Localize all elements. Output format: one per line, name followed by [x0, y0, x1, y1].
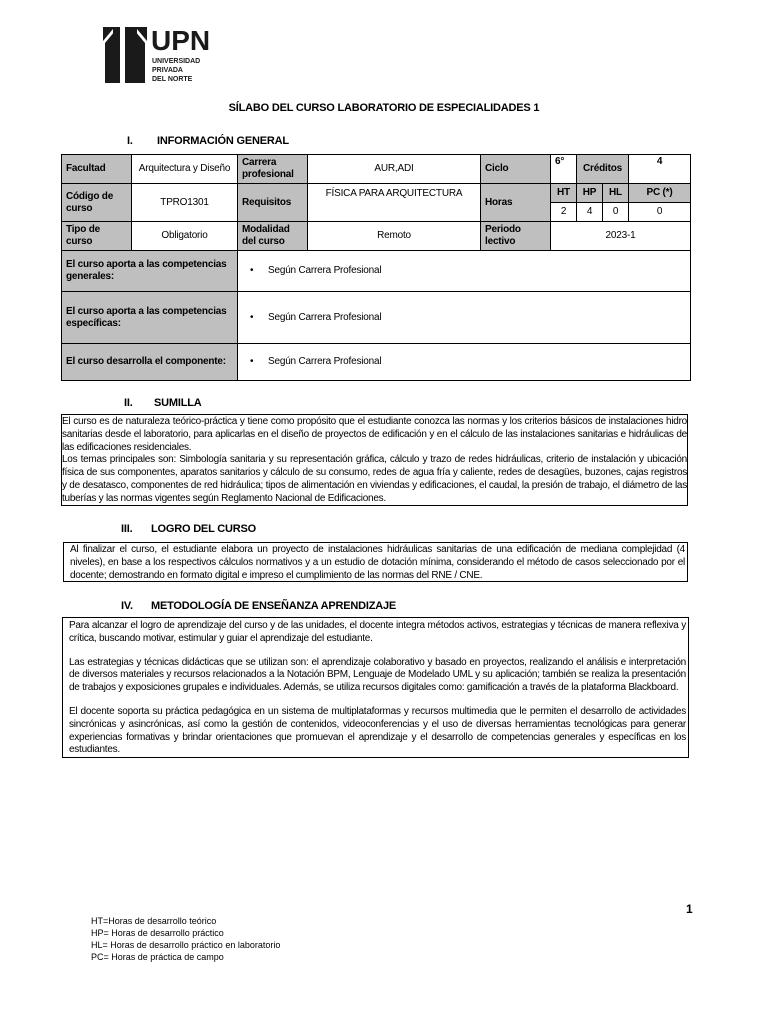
requisitos-value: FÍSICA PARA ARQUITECTURA	[308, 184, 481, 222]
tipo-value: Obligatorio	[132, 222, 238, 251]
horas-label: Horas	[481, 184, 551, 222]
section-number: III.	[121, 523, 133, 535]
legend-hl: HL= Horas de desarrollo práctico en laboratorio	[91, 940, 281, 950]
hp-label: HP	[577, 184, 603, 203]
logro-box	[63, 542, 688, 582]
section-number: IV.	[121, 600, 133, 612]
requisitos-label: Requisitos	[238, 184, 308, 222]
section-title: SUMILLA	[154, 397, 202, 409]
hl-value: 0	[603, 203, 629, 222]
section-title: METODOLOGÍA DE ENSEÑANZA APRENDIZAJE	[151, 600, 397, 612]
info-table	[61, 154, 691, 381]
ciclo-value: 6°	[551, 155, 577, 184]
modalidad-value: Remoto	[308, 222, 481, 251]
competencias-generales-value: • Según Carrera Profesional	[242, 265, 686, 277]
componente-value: • Según Carrera Profesional	[242, 356, 686, 368]
legend-ht: HT=Horas de desarrollo teórico	[91, 916, 217, 926]
upn-logo-mark-icon	[103, 27, 147, 83]
legend-pc: PC= Horas de práctica de campo	[91, 952, 224, 962]
logro-text: Al finalizar el curso, el estudiante elabora un proyecto de instalaciones hidráulicas sanitarias de una edificación de mediana complejidad (4 niveles), en base a los respectivos cálculos normativos y a un estudio de dotación mínima, considerando el método de casos seleccionado por el docente; demostrando en formato digital e impreso el cumplimiento de las normas del RNE / CNE.	[70, 544, 685, 581]
section-number: II.	[124, 397, 133, 409]
legend-hp: HP= Horas de desarrollo práctico	[91, 928, 224, 938]
carrera-value: AUR,ADI	[308, 155, 481, 184]
competencias-especificas-value: • Según Carrera Profesional	[242, 312, 686, 324]
logo-wordmark: UPN	[151, 25, 211, 56]
sumilla-paragraph-1: El curso es de naturaleza teórico-práctica y tiene como propósito que el estudiante conozca las normas y los criterios básicos de instalaciones hidro sanitarias desde el laboratorio, para aplicarlas en el diseño de proyectos de edificación y en el cálculo de las instalaciones sanitarias e hidráulicas de las edificaciones residenciales.	[62, 416, 687, 453]
document-title: SÍLABO DEL CURSO LABORATORIO DE ESPECIALIDADES 1	[228, 102, 540, 114]
hl-label: HL	[603, 184, 629, 203]
codigo-value: TPRO1301	[132, 184, 238, 222]
ht-label: HT	[551, 184, 577, 203]
logo-subtitle-2: PRIVADA	[152, 67, 183, 74]
ht-value: 2	[551, 203, 577, 222]
section-title: INFORMACIÓN GENERAL	[157, 135, 289, 147]
sumilla-paragraph-2: Los temas principales son: Simbología sanitaria y su representación gráfica, cálculo y trazo de redes hidráulicas, criterio de instalación y ubicación física de sus componentes, aparatos sanitarios y cálculo de su consumo, redes de agua fría y caliente, redes de desagües, buzones, cajas registros y de desatasco, componentes de red hidráulica; tipos de alimentación en viviendas y edificaciones, el caudal, la presión de trabajo, el diámetro de las tuberías y las normas vigentes según Reglamento Nacional de Edificaciones.	[62, 454, 687, 504]
upn-logo	[103, 27, 215, 85]
metodologia-box	[62, 617, 689, 758]
metodologia-paragraph-1: Para alcanzar el logro de aprendizaje del curso y de las unidades, el docente integra métodos activos, estrategias y técnicas de manera reflexiva y crítica, buscando motivar, estimular y guiar el aprendizaje del estudiante.	[69, 620, 686, 644]
carrera-label: Carrera profesional	[238, 155, 308, 184]
competencias-especificas-label: El curso aporta a las competencias específicas:	[62, 292, 238, 344]
creditos-value: 4	[629, 155, 691, 184]
facultad-value: Arquitectura y Diseño	[132, 155, 238, 184]
metodologia-paragraph-3: El docente soporta su práctica pedagógica en un sistema de multiplataformas y recursos multimedia que le permiten el desarrollo de actividades sincrónicas y asincrónicas, así como la gestión de contenidos, videoconferencias y el uso de diversas herramientas tecnológicas para generar experiencias formativas y brindar orientaciones que promuevan el aprendizaje y el desarrollo de competencias generales y específicas en los estudiantes.	[69, 705, 686, 756]
page-number: 1	[686, 902, 693, 916]
componente-label: El curso desarrolla el componente:	[62, 344, 238, 381]
periodo-label: Periodo lectivo	[481, 222, 551, 251]
section-title: LOGRO DEL CURSO	[151, 523, 256, 535]
facultad-label: Facultad	[62, 155, 132, 184]
metodologia-paragraph-2: Las estrategias y técnicas didácticas que se utilizan son: el aprendizaje colaborativo y basado en proyectos, realizando el análisis e interpretación de diversos materiales y recursos relacionados a la Notación BPM, Lenguaje de Modelado UML y su aplicación; también se realiza la presentación de trabajos y exposiciones grupales e individuales. Además, se utiliza recursos digitales como: gamificación a través de la plataforma Blackboard.	[69, 656, 686, 694]
competencias-generales-cell	[238, 251, 691, 292]
pc-value: 0	[629, 203, 691, 222]
componente-cell	[238, 344, 691, 381]
creditos-label: Créditos	[577, 155, 629, 184]
competencias-especificas-cell	[238, 292, 691, 344]
sumilla-box	[61, 414, 688, 506]
competencias-generales-label: El curso aporta a las competencias generales:	[62, 251, 238, 292]
logo-subtitle-1: UNIVERSIDAD	[152, 58, 201, 65]
tipo-label: Tipo de curso	[62, 222, 132, 251]
hp-value: 4	[577, 203, 603, 222]
codigo-label: Código de curso	[62, 184, 132, 222]
periodo-value: 2023-1	[551, 222, 691, 251]
ciclo-label: Ciclo	[481, 155, 551, 184]
logo-subtitle-3: DEL NORTE	[152, 76, 193, 83]
section-number: I.	[127, 135, 133, 147]
modalidad-label: Modalidad del curso	[238, 222, 308, 251]
pc-label: PC (*)	[629, 184, 691, 203]
